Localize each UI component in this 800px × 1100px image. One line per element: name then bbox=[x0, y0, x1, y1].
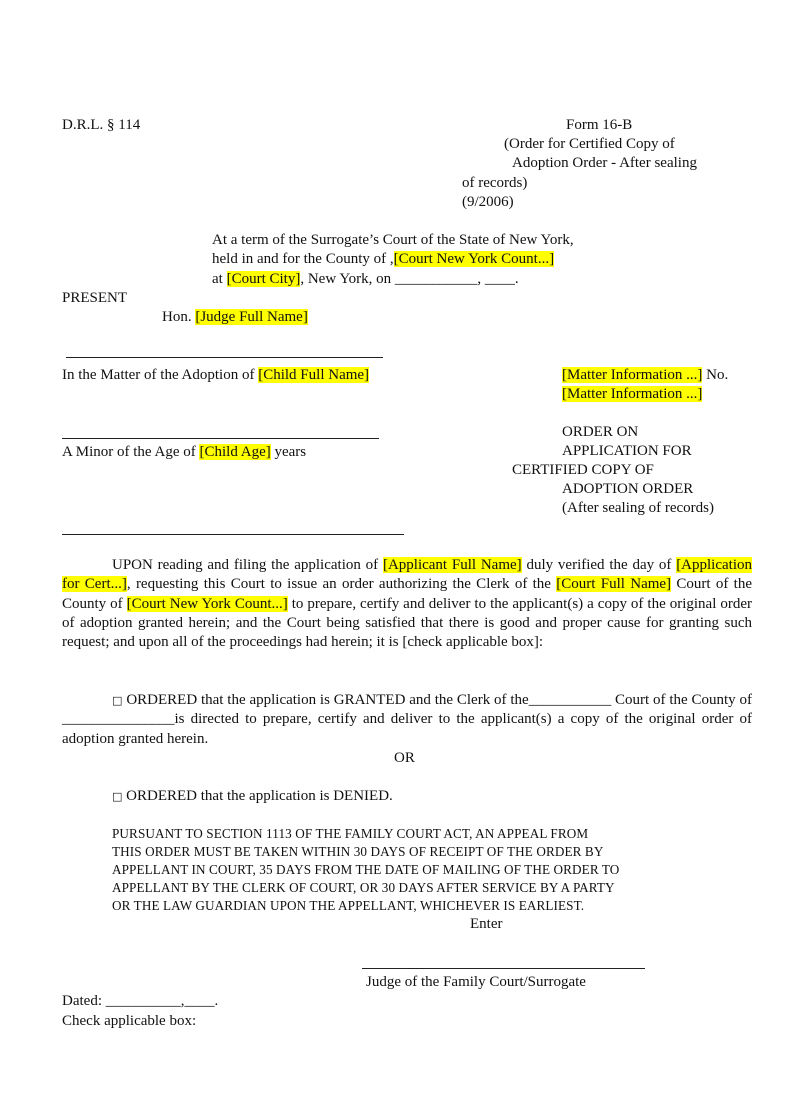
caption-bottom-rule bbox=[62, 534, 404, 535]
signature-line bbox=[362, 968, 645, 969]
recital-paragraph bbox=[62, 556, 752, 652]
court-term-city-prefix: at bbox=[212, 271, 227, 287]
order-title-line-5: (After sealing of records) bbox=[562, 500, 715, 516]
denied-checkbox[interactable]: □ bbox=[112, 790, 123, 803]
matter-information-field-2[interactable]: [Matter Information ...] bbox=[562, 386, 703, 402]
signature-label: Judge of the Family Court/Surrogate bbox=[366, 974, 586, 990]
granted-option bbox=[62, 691, 752, 749]
applicant-name-field[interactable]: [Applicant Full Name] bbox=[382, 557, 522, 573]
granted-checkbox[interactable]: □ bbox=[112, 694, 123, 707]
order-title-line-1: ORDER ON bbox=[562, 424, 639, 440]
court-full-name-field[interactable]: [Court Full Name] bbox=[556, 576, 672, 593]
present-label: PRESENT bbox=[62, 290, 128, 306]
recital-text-e: to prepare, certify and deliver to the applicant(s) a copy of the original order of adoption granted herein; and the Court being satisfied that there is good and proper cause for granting such request; and upon all of the proceedings had herein; it is [check applicable box]: bbox=[62, 595, 752, 651]
hon-prefix: Hon. bbox=[162, 309, 196, 325]
matter-number-line bbox=[562, 366, 728, 385]
form-description-line-1: (Order for Certified Copy of bbox=[504, 136, 675, 152]
recital-text-c: , requesting this Court to issue an order authorizing the Clerk of the bbox=[126, 576, 557, 593]
recital-text-a: UPON reading and filing the application of bbox=[112, 557, 383, 573]
or-separator: OR bbox=[394, 750, 415, 766]
minor-prefix: A Minor of the Age of bbox=[62, 444, 200, 460]
appeal-notice-line-1: PURSUANT TO SECTION 1113 OF THE FAMILY COURT ACT, AN APPEAL FROM bbox=[112, 826, 589, 841]
judge-name-field[interactable]: [Judge Full Name] bbox=[195, 309, 308, 325]
denied-text: ORDERED that the application is DENIED. bbox=[122, 788, 393, 804]
application-date-field[interactable]: [Application for Cert...] bbox=[62, 557, 753, 593]
recital-text-d: Court of the County of bbox=[62, 576, 752, 612]
matter-prefix: In the Matter of the Adoption of bbox=[62, 367, 259, 383]
order-title-line-2: APPLICATION FOR bbox=[562, 443, 692, 459]
recital-text-b: duly verified the day of bbox=[521, 557, 677, 573]
matter-information-field-1[interactable]: [Matter Information ...] bbox=[562, 367, 703, 383]
form-description-line-3: of records) bbox=[462, 175, 528, 191]
court-term-line-2 bbox=[212, 250, 554, 269]
court-term-line-3 bbox=[212, 270, 519, 289]
matter-no-label: No. bbox=[702, 367, 729, 383]
matter-information-line-2 bbox=[562, 385, 702, 404]
court-city-field[interactable]: [Court City] bbox=[226, 271, 301, 287]
court-term-date-blank: , New York, on ___________, ____. bbox=[300, 271, 519, 287]
court-county-field-body[interactable]: [Court New York Count...] bbox=[126, 595, 288, 612]
caption-top-rule bbox=[66, 357, 383, 358]
appeal-notice-line-2: THIS ORDER MUST BE TAKEN WITHIN 30 DAYS OF RECEIPT OF THE ORDER BY bbox=[112, 844, 604, 859]
appeal-notice-line-5: OR THE LAW GUARDIAN UPON THE APPELLANT, WHICHEVER IS EARLIEST. bbox=[112, 898, 585, 913]
court-term-county-prefix: held in and for the County of , bbox=[212, 251, 394, 267]
child-age-field[interactable]: [Child Age] bbox=[199, 444, 271, 460]
order-title-line-3: CERTIFIED COPY OF bbox=[512, 462, 654, 478]
form-revision-date: (9/2006) bbox=[462, 194, 514, 210]
check-applicable-box-label: Check applicable box: bbox=[62, 1013, 197, 1029]
dated-line: Dated: __________,____. bbox=[62, 993, 219, 1009]
granted-text: ORDERED that the application is GRANTED and the Clerk of the___________ Court of the County of _______________is directed to prepare, certify and deliver to the applicant(s) a copy of the original order of adoption granted herein. bbox=[62, 692, 752, 747]
minor-suffix: years bbox=[270, 444, 307, 460]
denied-option bbox=[112, 787, 393, 806]
caption-middle-rule bbox=[62, 438, 379, 439]
appeal-notice-line-3: APPELLANT IN COURT, 35 DAYS FROM THE DATE OF MAILING OF THE ORDER TO bbox=[112, 862, 620, 877]
matter-line bbox=[62, 366, 369, 385]
child-name-field[interactable]: [Child Full Name] bbox=[258, 367, 370, 383]
form-description-line-2: Adoption Order - After sealing bbox=[512, 155, 697, 171]
appeal-notice-line-4: APPELLANT BY THE CLERK OF COURT, OR 30 DAYS AFTER SERVICE BY A PARTY bbox=[112, 880, 615, 895]
statute-reference: D.R.L. § 114 bbox=[62, 117, 141, 133]
form-number: Form 16-B bbox=[566, 117, 633, 133]
court-term-line-1: At a term of the Surrogate’s Court of the State of New York, bbox=[212, 232, 574, 248]
presiding-judge-line bbox=[162, 308, 308, 327]
minor-age-line bbox=[62, 443, 306, 462]
order-title-line-4: ADOPTION ORDER bbox=[562, 481, 694, 497]
enter-label: Enter bbox=[470, 916, 503, 932]
court-county-field[interactable]: [Court New York Count...] bbox=[393, 251, 555, 267]
